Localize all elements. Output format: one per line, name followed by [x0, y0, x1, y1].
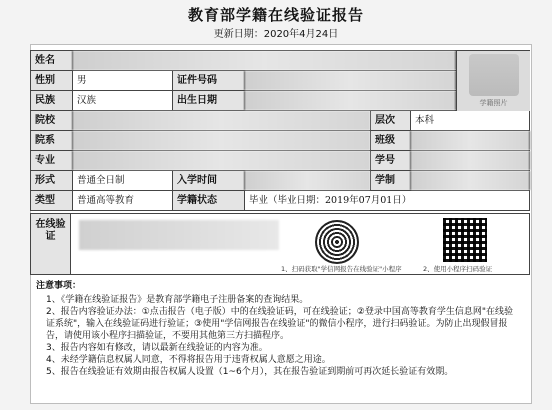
student-no-value-redacted [410, 151, 530, 170]
status-value: 毕业（毕业日期：2019年07月01日） [244, 191, 530, 210]
qr-caption: 2、使用小程序扫码验证 [423, 265, 493, 273]
id-label: 证件号码 [172, 71, 244, 90]
photo-caption: 学籍照片 [479, 99, 508, 107]
dept-value-redacted [72, 131, 370, 150]
table-row [30, 110, 530, 130]
note-item: 3、报告内容如有修改，请以最新在线验证的内容为准。 [46, 343, 268, 353]
status-label: 学籍状态 [172, 191, 244, 210]
wechat-miniprogram-code-icon[interactable] [315, 220, 359, 264]
major-value-redacted [72, 151, 370, 170]
dept-label: 院系 [30, 131, 72, 150]
type-value: 普通高等教育 [72, 191, 172, 210]
duration-label: 学制 [370, 171, 410, 190]
note-item: 2、报告内容验证办法：①点击报告（电子版）中的在线验证码，可在线验证；②登录中国高等教育学生信息网"在线验证系统"，输入在线验证码进行验证；③使用"学信网报告在线验证"的微信小程序，进行扫码验证。为防止出现假冒报告，请使用该小程序扫描验证，不要用其他第三方扫描程序。 [46, 307, 514, 341]
duration-value-redacted [410, 171, 530, 190]
table-row [30, 170, 530, 190]
note-item: 5、报告在线验证有效期由报告权属人设置（1~6个月），其在报告验证到期前可再次延长验证有效期。 [46, 367, 454, 377]
class-value-redacted [410, 131, 530, 150]
ethnicity-label: 民族 [30, 91, 72, 110]
major-label: 专业 [30, 151, 72, 170]
wechat-caption: 1、扫码获取"学信网报告在线验证"小程序 [281, 265, 402, 273]
ethnicity-value: 汉族 [72, 91, 172, 110]
table-row [30, 50, 530, 70]
school-label: 院校 [30, 111, 72, 130]
name-label: 姓名 [30, 51, 72, 70]
table-row [30, 130, 530, 150]
table-row [30, 90, 530, 110]
table-row [30, 150, 530, 170]
report-title: 教育部学籍在线验证报告 [187, 6, 364, 24]
verification-code-redacted [79, 220, 279, 250]
school-value-redacted [72, 111, 370, 130]
table-row [30, 190, 530, 211]
notes-section [36, 280, 516, 378]
gender-label: 性别 [30, 71, 72, 90]
note-item: 1、《学籍在线验证报告》是教育部学籍电子注册备案的查询结果。 [46, 295, 309, 305]
form-label: 形式 [30, 171, 72, 190]
student-info-table [30, 50, 530, 211]
table-row [30, 70, 530, 90]
notes-heading: 注意事项： [36, 281, 82, 291]
birth-value-redacted [244, 91, 456, 110]
student-no-label: 学号 [370, 151, 410, 170]
name-value-redacted [72, 51, 456, 70]
level-value: 本科 [410, 111, 530, 130]
online-verification-section [30, 213, 530, 275]
student-photo [456, 51, 530, 111]
photo-redacted [469, 54, 519, 96]
note-item: 4、未经学籍信息权属人同意，不得将报告用于违背权属人意愿之用途。 [46, 355, 331, 365]
gender-value: 男 [72, 71, 172, 90]
class-label: 班级 [370, 131, 410, 150]
id-value-redacted [244, 71, 456, 90]
form-value: 普通全日制 [72, 171, 172, 190]
level-label: 层次 [370, 111, 410, 130]
online-verification-label: 在线验证 [31, 214, 71, 274]
birth-label: 出生日期 [172, 91, 244, 110]
type-label: 类型 [30, 191, 72, 210]
update-date: 更新日期：2020年4月24日 [213, 29, 339, 40]
enroll-label: 入学时间 [172, 171, 244, 190]
enroll-value-redacted [244, 171, 370, 190]
qr-code-icon[interactable] [443, 218, 487, 262]
